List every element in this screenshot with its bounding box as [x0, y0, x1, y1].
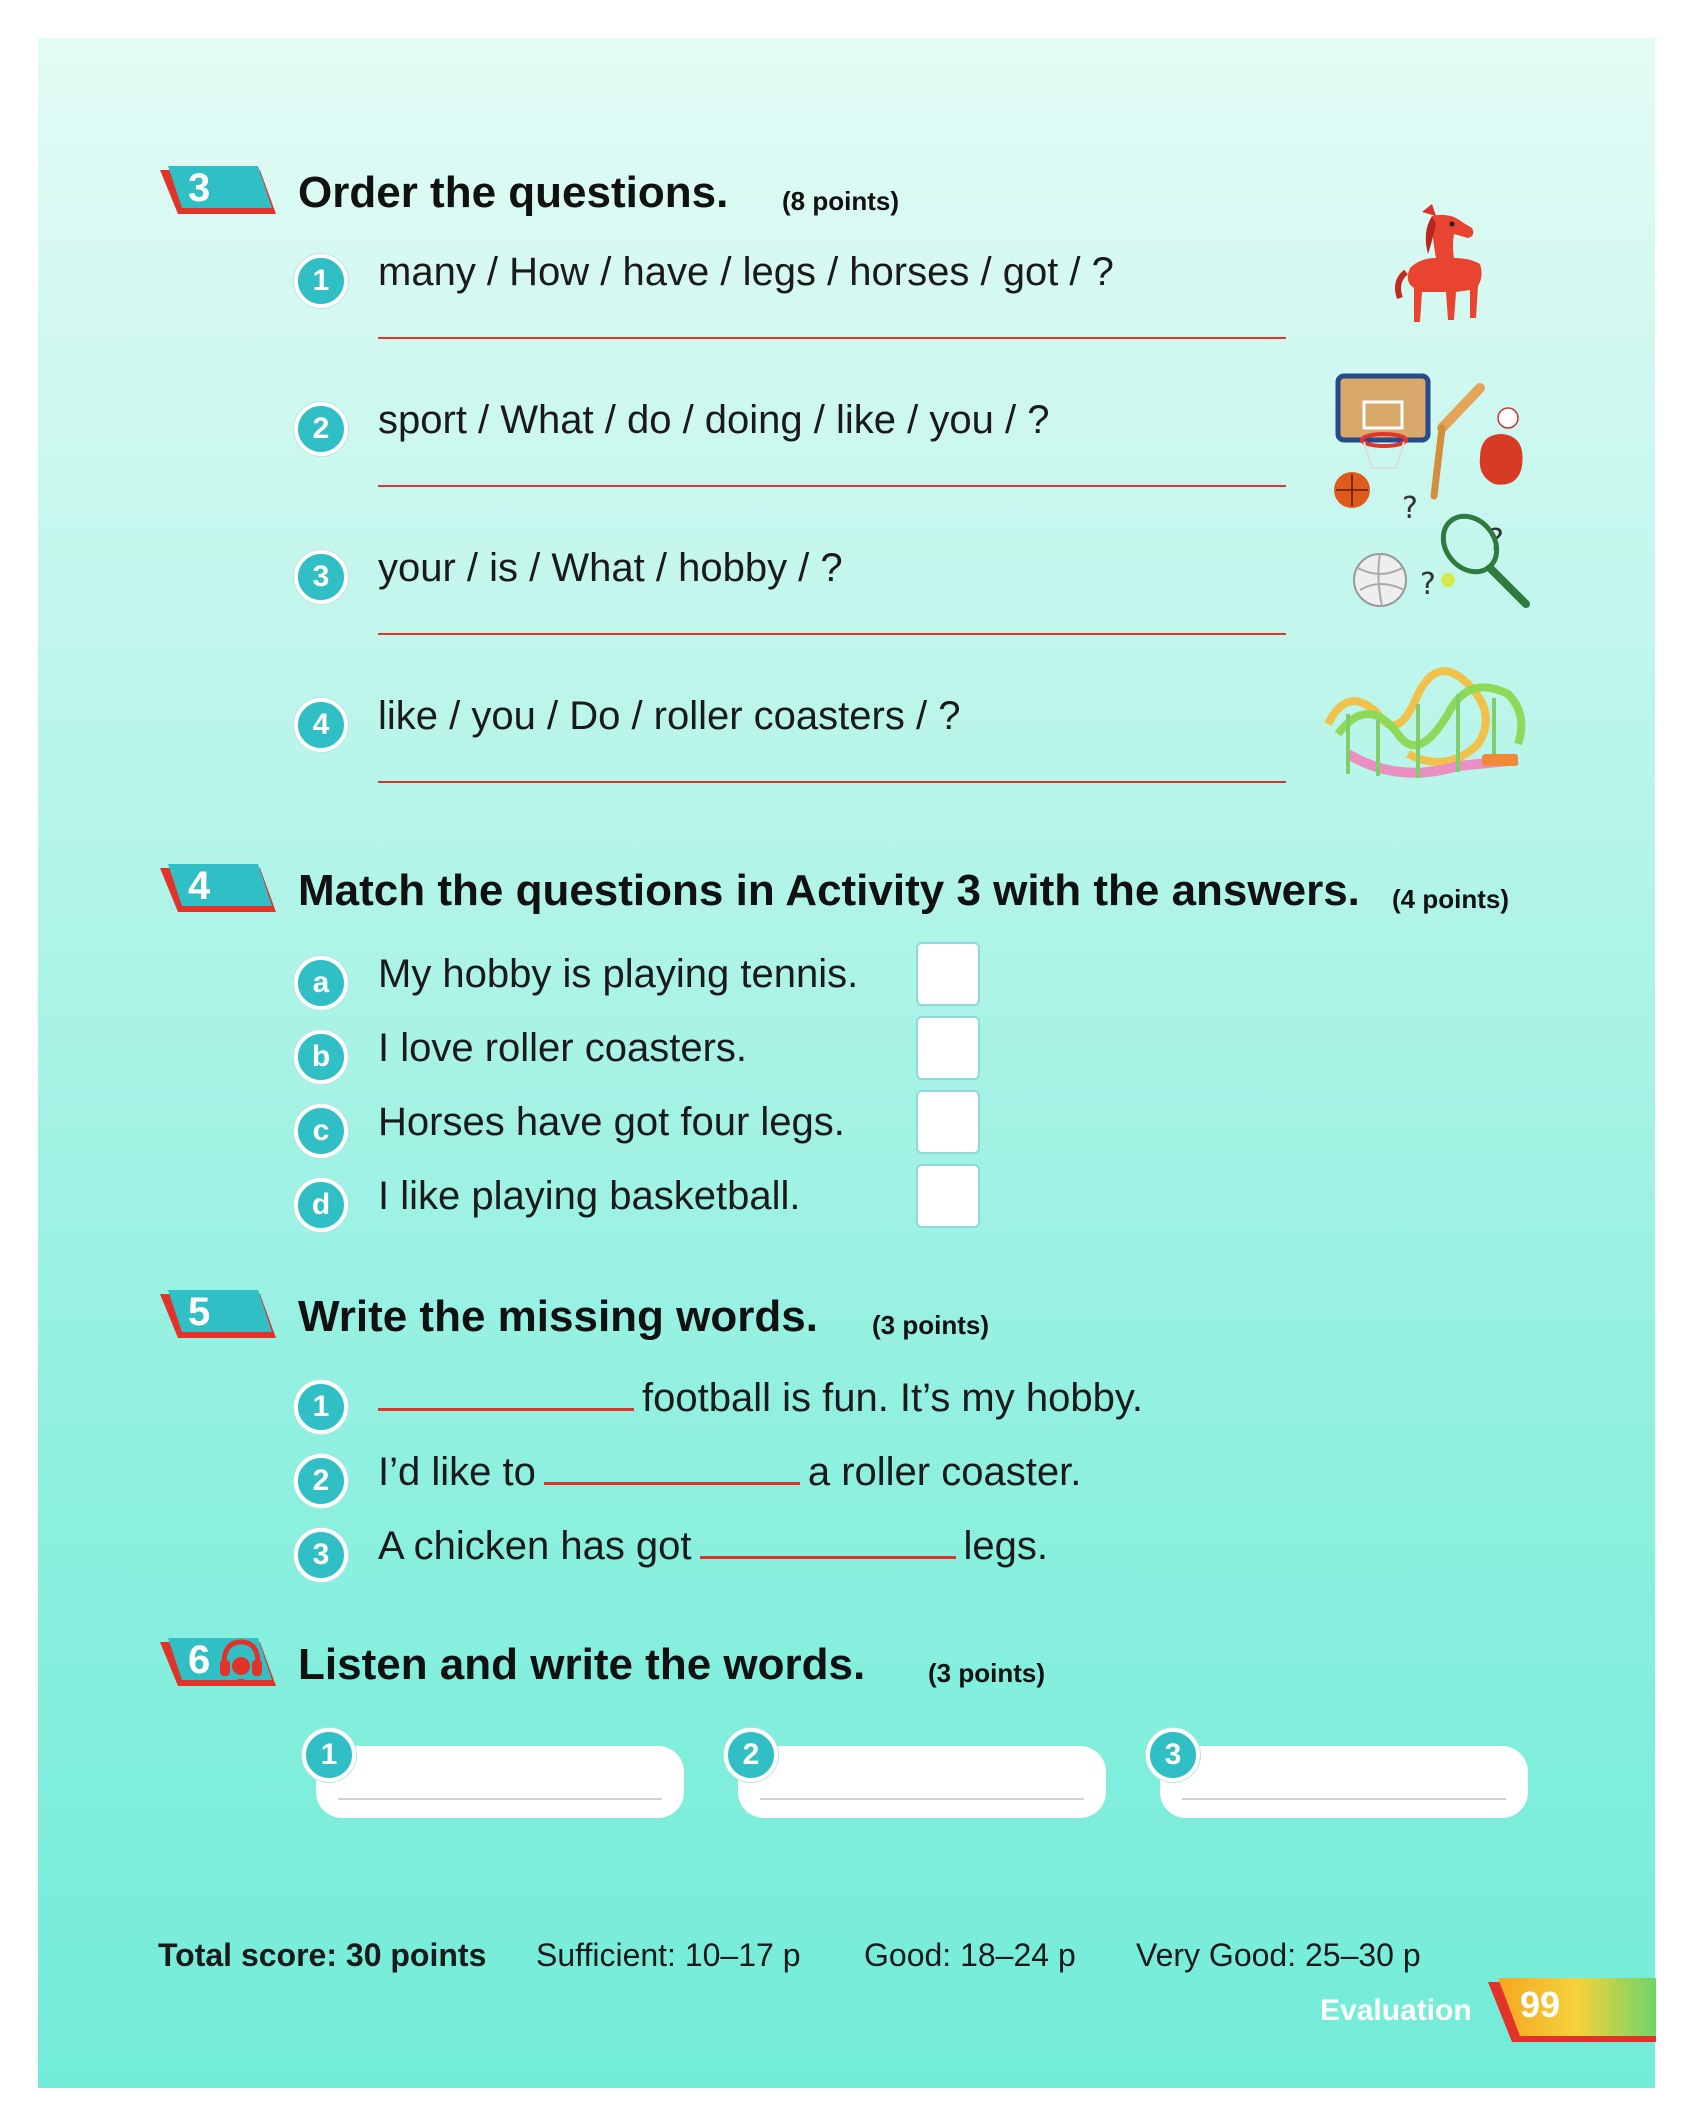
svg-text:?: ? [1488, 523, 1504, 558]
answer-sentence: I love roller coasters. [378, 1026, 748, 1070]
scrambled-question: like / you / Do / roller coasters / ? [378, 694, 961, 738]
answer-line[interactable] [378, 485, 1286, 487]
write-box[interactable] [316, 1746, 684, 1818]
blank-line[interactable] [378, 1378, 634, 1411]
item-number: 4 [294, 698, 348, 752]
sentence-end: football is fun. It’s my hobby. [642, 1376, 1143, 1420]
sports-equipment-icon [1330, 368, 1545, 613]
activity-5-title: Write the missing words. [298, 1292, 818, 1341]
match-box[interactable] [916, 1090, 980, 1154]
answer-sentence: My hobby is playing tennis. [378, 952, 859, 996]
item-number: 2 [294, 1454, 348, 1508]
item-letter: d [294, 1178, 348, 1232]
activity-6-number: 6 [188, 1638, 211, 1682]
activity-4-title: Match the questions in Activity 3 with the answers. [298, 866, 1360, 915]
item-number: 1 [294, 254, 348, 308]
answer-line[interactable] [378, 781, 1286, 783]
item-number: 1 [294, 1380, 348, 1434]
good-range: Good: 18–24 p [864, 1937, 1076, 1973]
box-number: 2 [724, 1728, 778, 1782]
item-letter: b [294, 1030, 348, 1084]
section-label: Evaluation [1320, 1994, 1472, 2027]
gap-sentence [378, 1450, 1081, 1495]
item-letter: c [294, 1104, 348, 1158]
total-score: Total score: 30 points [158, 1937, 487, 1973]
item-letter: a [294, 956, 348, 1010]
write-line [338, 1798, 662, 1800]
item-number: 3 [294, 1528, 348, 1582]
activity-3-points: (8 points) [782, 186, 899, 216]
gap-sentence [378, 1376, 1143, 1421]
activity-3-tab [156, 164, 278, 220]
write-box[interactable] [1160, 1746, 1528, 1818]
very-good-range: Very Good: 25–30 p [1136, 1937, 1421, 1973]
activity-5-points: (3 points) [872, 1310, 989, 1340]
answer-line[interactable] [378, 337, 1286, 339]
sentence-start: I’d like to [378, 1450, 536, 1494]
activity-4-tab [156, 862, 278, 918]
roller-coaster-icon [1318, 654, 1538, 784]
activity-5-number: 5 [188, 1290, 211, 1334]
horse-icon [1392, 202, 1512, 332]
sentence-end: legs. [963, 1524, 1049, 1568]
svg-text:?: ? [1420, 567, 1436, 602]
scrambled-question: many / How / have / legs / horses / got / ? [378, 250, 1114, 294]
answer-sentence: I like playing basketball. [378, 1174, 801, 1218]
answer-sentence: Horses have got four legs. [378, 1100, 845, 1144]
blank-line[interactable] [544, 1452, 800, 1485]
item-number: 3 [294, 550, 348, 604]
match-box[interactable] [916, 1164, 980, 1228]
match-box[interactable] [916, 1016, 980, 1080]
write-line [760, 1798, 1084, 1800]
headphones-icon [218, 1636, 264, 1686]
activity-4-number: 4 [188, 864, 211, 908]
activity-4-points: (4 points) [1392, 884, 1509, 914]
sentence-end: a roller coaster. [807, 1450, 1082, 1494]
activity-6-points: (3 points) [928, 1658, 1045, 1688]
write-box[interactable] [738, 1746, 1106, 1818]
answer-line[interactable] [378, 633, 1286, 635]
gap-sentence [378, 1524, 1048, 1569]
activity-3-title: Order the questions. [298, 168, 729, 217]
box-number: 3 [1146, 1728, 1200, 1782]
activity-5-tab [156, 1288, 278, 1344]
page-number: 99 [1520, 1984, 1561, 2025]
match-box[interactable] [916, 942, 980, 1006]
item-number: 2 [294, 402, 348, 456]
sufficient-range: Sufficient: 10–17 p [536, 1937, 801, 1973]
blank-line[interactable] [700, 1526, 956, 1559]
page-number-tab [1484, 1976, 1656, 2048]
box-number: 1 [302, 1728, 356, 1782]
svg-text:?: ? [1402, 491, 1418, 526]
activity-6-title: Listen and write the words. [298, 1640, 866, 1689]
scrambled-question: your / is / What / hobby / ? [378, 546, 843, 590]
activity-3-number: 3 [188, 166, 211, 210]
write-line [1182, 1798, 1506, 1800]
scrambled-question: sport / What / do / doing / like / you / ? [378, 398, 1050, 442]
sentence-start: A chicken has got [378, 1524, 692, 1568]
